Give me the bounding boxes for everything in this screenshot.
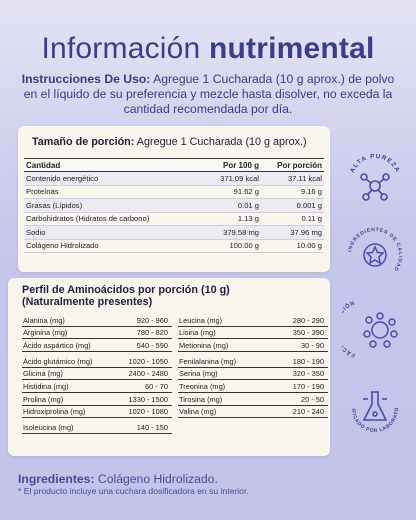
amino-value: 780 - 820 xyxy=(136,328,168,338)
amino-value: 1330 - 1500 xyxy=(128,394,168,404)
amino-name: Isoleucina (mg) xyxy=(23,423,74,433)
amino-name: Alanina (mg) xyxy=(23,315,65,325)
amino-name: Glicina (mg) xyxy=(23,369,63,379)
nutrient-per-100g: 0.01 g xyxy=(237,200,259,210)
badge-verificado-laboratorio xyxy=(342,376,408,442)
ingredients-label: Ingredientes: xyxy=(18,472,95,486)
amino-value: 140 - 150 xyxy=(136,423,168,433)
badge-ingredientes-calidad xyxy=(342,222,408,288)
nutrition-row xyxy=(24,186,324,200)
title-bold: nutrimental xyxy=(208,32,375,65)
amino-name: Histidina (mg) xyxy=(23,381,69,391)
amino-name: Tirosina (mg) xyxy=(179,394,223,404)
amino-name: Hidroxiprolina (mg) xyxy=(23,407,86,417)
amino-column-right xyxy=(178,314,328,418)
instructions-text: Agregue 1 Cucharada (10 g aprox.) de polvo en el líquido de su preferencia y mezcle hasta disolver, no exceda la cantidad recomendada por día. xyxy=(23,72,395,116)
amino-row xyxy=(178,393,328,406)
nutrition-row xyxy=(24,199,324,213)
nutrient-name: Proteínas xyxy=(26,187,59,197)
amino-value: 350 - 390 xyxy=(292,328,324,338)
amino-row xyxy=(178,352,328,368)
amino-row xyxy=(22,406,172,419)
ingredients xyxy=(18,472,218,486)
nutrient-per-100g: 371.09 kcal xyxy=(220,173,259,183)
badge-text: INGREDIENTES DE CALIDAD xyxy=(347,226,404,273)
amino-value: 170 - 190 xyxy=(292,381,324,391)
amino-value: 180 - 190 xyxy=(292,356,324,366)
amino-row xyxy=(178,368,328,381)
nutrient-per-serving: 37.96 mg xyxy=(290,227,322,237)
amino-value: 210 - 240 xyxy=(292,407,324,417)
nutrient-per-100g: 100.00 g xyxy=(229,241,259,251)
nutrition-header-row xyxy=(24,158,324,172)
flask-icon xyxy=(342,376,408,442)
nutrition-facts-card xyxy=(18,126,330,272)
amino-title-line1: Perfil de Aminoácidos por porción (10 g) xyxy=(22,284,230,296)
serving-size xyxy=(32,136,307,148)
amino-row xyxy=(22,418,172,434)
amino-acid-card xyxy=(8,278,330,456)
amino-value: 30 - 90 xyxy=(300,340,324,350)
molecule-icon xyxy=(342,148,408,214)
nutrient-per-100g: 1.13 g xyxy=(237,214,259,224)
amino-value: 1020 - 1050 xyxy=(128,356,168,366)
nutrition-row xyxy=(24,226,324,240)
svg-text:ALTA PUREZA xyxy=(349,153,401,174)
amino-name: Ácido aspártico (mg) xyxy=(23,340,91,350)
amino-row xyxy=(22,339,172,352)
quality-seal-icon xyxy=(342,222,408,288)
amino-row xyxy=(178,406,328,419)
amino-name: Valina (mg) xyxy=(179,407,217,417)
usage-instructions xyxy=(20,72,396,117)
title-regular: Información xyxy=(41,32,201,65)
amino-name: Arginina (mg) xyxy=(23,328,68,338)
amino-name: Lisina (mg) xyxy=(179,328,216,338)
serving-label: Tamaño de porción: xyxy=(32,136,135,148)
amino-row xyxy=(178,339,328,352)
amino-value: 920 - 960 xyxy=(136,315,168,325)
amino-row xyxy=(22,352,172,368)
amino-value: 1020 - 1080 xyxy=(128,407,168,417)
header-cantidad: Cantidad xyxy=(26,160,61,170)
nutrient-per-serving: 0.001 g xyxy=(296,200,322,210)
nutrition-table xyxy=(24,158,324,253)
amino-title xyxy=(22,284,230,308)
amino-value: 540 - 590 xyxy=(136,340,168,350)
amino-name: Ácido glutámico (mg) xyxy=(23,356,93,366)
amino-title-line2: (Naturalmente presentes) xyxy=(22,296,153,308)
header-per-serving: Por porción xyxy=(277,160,322,170)
amino-row xyxy=(22,393,172,406)
header-per-100g: Por 100 g xyxy=(222,160,259,170)
instructions-label: Instrucciones De Uso: xyxy=(21,72,151,86)
dissolve-bubbles-icon xyxy=(342,296,408,362)
amino-row xyxy=(22,368,172,381)
nutrient-per-serving: 9.16 g xyxy=(300,187,322,197)
amino-row xyxy=(178,380,328,393)
nutrient-name: Colágeno Hidrolizado xyxy=(26,241,99,251)
svg-text:FÁCIL DISOLUCIÓN xyxy=(342,300,356,357)
amino-row xyxy=(178,327,328,340)
nutrient-per-100g: 91.62 g xyxy=(233,187,259,197)
nutrient-name: Sodio xyxy=(26,227,46,237)
ingredients-value: Colágeno Hidrolizado. xyxy=(94,472,218,486)
nutrient-per-serving: 37.11 kcal xyxy=(287,173,322,183)
badge-text: IFICADO POR LABORATO xyxy=(349,407,401,435)
amino-name: Prolina (mg) xyxy=(23,394,64,404)
footnote: * El producto incluye una cuchara dosificadora en su interior. xyxy=(18,486,249,496)
amino-value: 320 - 350 xyxy=(292,369,324,379)
nutrition-row xyxy=(24,172,324,186)
nutrition-row xyxy=(24,240,324,254)
amino-name: Fenilalanina (mg) xyxy=(179,356,237,366)
badge-text: FÁ IÓN xyxy=(342,300,357,358)
amino-name: Serina (mg) xyxy=(179,369,218,379)
serving-value: Agregue 1 Cucharada (10 g aprox.) xyxy=(134,136,307,148)
nutrition-row xyxy=(24,213,324,227)
amino-name: Metionina (mg) xyxy=(179,340,229,350)
amino-name: Treonina (mg) xyxy=(179,381,226,391)
amino-value: 2400 - 2480 xyxy=(128,369,168,379)
nutrient-per-serving: 10.00 g xyxy=(296,241,322,251)
nutrient-name: Grasas (Lípidos) xyxy=(26,200,83,210)
nutrient-name: Contenido energético xyxy=(26,173,99,183)
amino-value: 60 - 70 xyxy=(144,381,168,391)
nutrient-per-serving: 0.11 g xyxy=(301,214,322,224)
amino-row xyxy=(22,380,172,393)
amino-value: 20 - 50 xyxy=(300,394,324,404)
badge-facil-disolucion xyxy=(342,296,408,362)
badge-text: ALTA PUREZA xyxy=(348,152,402,174)
badge-alta-pureza xyxy=(342,148,408,214)
nutrient-per-100g: 379.58 mg xyxy=(223,227,259,237)
amino-column-left xyxy=(22,314,172,434)
amino-row xyxy=(22,314,172,327)
amino-name: Leucina (mg) xyxy=(179,315,223,325)
page-title xyxy=(0,32,416,66)
nutrient-name: Carbohidratos (Hidratos de carbono) xyxy=(26,214,150,224)
amino-row xyxy=(22,327,172,340)
amino-row xyxy=(178,314,328,327)
amino-value: 280 - 290 xyxy=(292,315,324,325)
